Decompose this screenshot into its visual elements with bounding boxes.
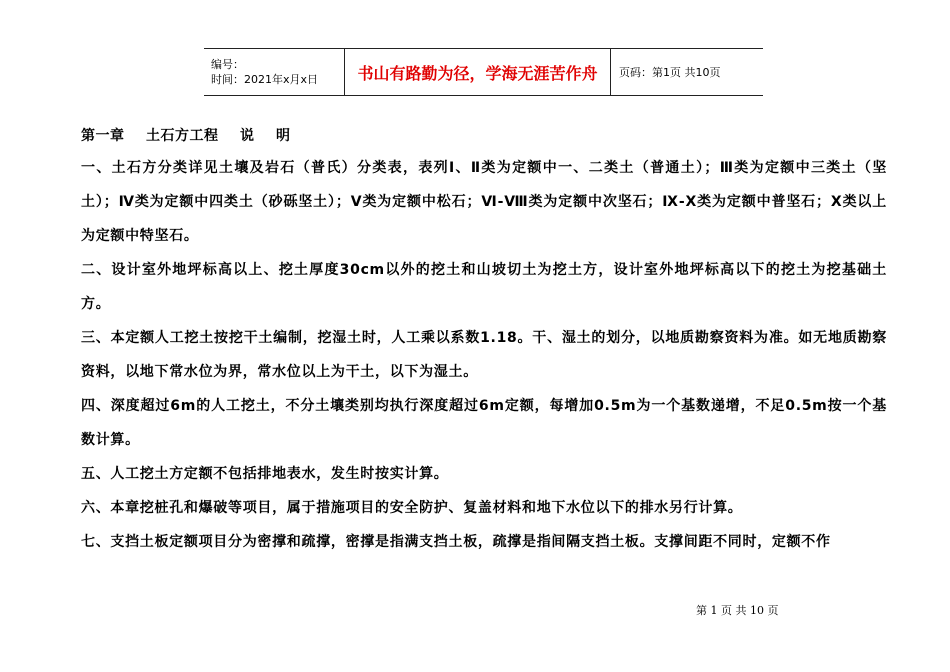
paragraph-7: 七、支挡土板定额项目分为密撑和疏撑，密撑是指满支挡土板，疏撑是指间隔支挡土板。支撑间距不同时，定额不作 xyxy=(81,534,831,550)
paragraph-6: 六、本章挖桩孔和爆破等项目，属于措施项目的安全防护、复盖材料和地下水位以下的排水另行计算。 xyxy=(81,500,743,516)
paragraph-1: 一、土石方分类详见土壤及岩石（普氏）分类表，表列Ⅰ、Ⅱ类为定额中一、二类土（普通土）；Ⅲ类为定额中三类土（坚土）；Ⅳ类为定额中四类土（砂砾坚土）；Ⅴ类为定额中松石；Ⅵ-Ⅷ类为定额中次坚石；Ⅸ-Ⅹ类为定额中普坚石；Ⅹ类以上为定额中特坚石。 xyxy=(81,160,887,244)
paragraph-3: 三、本定额人工挖土按挖干土编制，挖湿土时，人工乘以系数1.18。干、湿土的划分，以地质勘察资料为准。如无地质勘察资料，以地下常水位为界，常水位以上为干土，以下为湿土。 xyxy=(81,330,887,380)
document-body xyxy=(81,121,887,559)
document-number-label: 编号： xyxy=(211,58,244,71)
paragraph-5: 五、人工挖土方定额不包括排地表水，发生时按实计算。 xyxy=(81,466,449,482)
document-time-label: 时间：2021年x月x日 xyxy=(211,73,319,86)
paragraph-4: 四、深度超过6m的人工挖土，不分土壤类别均执行深度超过6m定额，每增加0.5m为一个基数递增，不足0.5m按一个基数计算。 xyxy=(81,398,887,448)
header-motto: 书山有路勤为径，学海无涯苦作舟 xyxy=(345,49,611,95)
document-header xyxy=(204,48,763,96)
chapter-title: 第一章 土石方工程 说 明 xyxy=(81,128,291,144)
header-page-info: 页码：第1页 共10页 xyxy=(619,66,721,79)
footer-page-number: 第 1 页 共 10 页 xyxy=(696,604,779,617)
header-meta-cell xyxy=(204,49,345,95)
paragraph-2: 二、设计室外地坪标高以上、挖土厚度30cm以外的挖土和山坡切土为挖土方，设计室外地坪标高以下的挖土为挖基础土方。 xyxy=(81,262,887,312)
